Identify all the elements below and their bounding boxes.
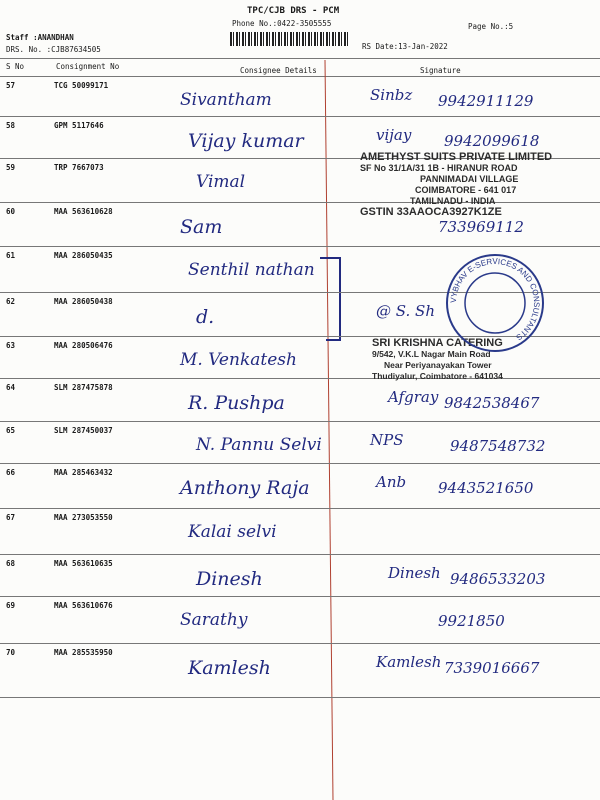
row-divider — [0, 697, 600, 698]
row-sno: 59 — [6, 163, 16, 172]
phone-number: 9842538467 — [444, 394, 540, 412]
phone-number: 9486533203 — [450, 570, 546, 588]
stamp-line: Near Periyanayakan Tower — [384, 360, 492, 370]
round-seal — [440, 248, 550, 358]
row-divider — [0, 508, 600, 509]
row-divider — [0, 246, 600, 247]
drs-date: RS Date:13-Jan-2022 — [362, 42, 448, 51]
seal-text: VYBHAV E-SERVICES AND CONSULTANTS — [448, 256, 542, 342]
row-consignment: GPM 5117646 — [54, 121, 104, 130]
col-consignment-header: Consignment No — [56, 62, 120, 71]
phone-number: Phone No.:0422-3505555 — [232, 19, 332, 28]
stamp-line: TAMILNADU - INDIA — [410, 196, 496, 206]
consignee-name: Kamlesh — [188, 657, 271, 679]
consignee-name: Senthil nathan — [188, 260, 315, 280]
stamp-line: COIMBATORE - 641 017 — [415, 185, 517, 195]
row-sno: 64 — [6, 383, 16, 392]
stamp-line: PANNIMADAI VILLAGE — [420, 174, 519, 184]
consignee-name: R. Pushpa — [188, 392, 285, 414]
row-consignment: MAA 285535950 — [54, 648, 113, 657]
phone-number: 9942099618 — [444, 132, 540, 150]
phone-number: 9487548732 — [450, 437, 546, 455]
stamp-line: SRI KRISHNA CATERING — [372, 337, 503, 349]
signature: Dinesh — [388, 564, 441, 582]
consignee-name: Vijay kumar — [188, 130, 304, 152]
consignee-name: Anthony Raja — [180, 477, 310, 499]
row-sno: 62 — [6, 297, 16, 306]
amethyst-stamp — [360, 152, 552, 218]
row-divider — [0, 463, 600, 464]
consignee-name: d. — [196, 306, 215, 328]
row-sno: 67 — [6, 513, 16, 522]
phone-number: 9942911129 — [438, 92, 534, 110]
stamp-line: SF No 31/1A/31 1B - HIRANUR ROAD — [360, 163, 518, 173]
stamp-line: GSTIN 33AAOCA3927K1ZE — [360, 206, 502, 218]
row-consignment: MAA 563610628 — [54, 207, 113, 216]
row-consignment: SLM 287475878 — [54, 383, 113, 392]
signature: Afgray — [388, 388, 439, 406]
page-number: Page No.:5 — [468, 22, 514, 31]
row-divider — [0, 116, 600, 117]
row-consignment: MAA 563610635 — [54, 559, 113, 568]
row-consignment: MAA 286050438 — [54, 297, 113, 306]
consignee-name: N. Pannu Selvi — [196, 435, 322, 455]
row-consignment: TCG 50099171 — [54, 81, 109, 90]
row-sno: 66 — [6, 468, 16, 477]
row-consignment: MAA 563610676 — [54, 601, 113, 610]
stamp-line: 9/542, V.K.L Nagar Main Road — [372, 349, 491, 359]
row-sno: 69 — [6, 601, 16, 610]
signature: @ S. Sh — [376, 302, 435, 320]
drs-number: DRS. No. :CJB87634505 — [6, 45, 101, 54]
signature: Kamlesh — [376, 653, 442, 671]
consignee-name: Kalai selvi — [188, 522, 277, 542]
row-sno: 63 — [6, 341, 16, 350]
row-consignment: MAA 286050435 — [54, 251, 113, 260]
consignee-name: Sarathy — [180, 610, 248, 630]
consignee-name: Sam — [180, 216, 223, 238]
svg-text:VYBHAV E-SERVICES AND CONSULTA — [449, 257, 541, 342]
row-sno: 60 — [6, 207, 16, 216]
row-consignment: MAA 273053550 — [54, 513, 113, 522]
row-sno: 65 — [6, 426, 16, 435]
stamp-line: Thudiyalur, Coimbatore - 641034 — [372, 371, 503, 381]
row-consignment: MAA 280506476 — [54, 341, 113, 350]
col-signature-header: Signature — [420, 66, 461, 75]
row-divider — [0, 554, 600, 555]
consignee-name: Sivantham — [180, 90, 272, 110]
phone-number: 9443521650 — [438, 479, 534, 497]
signature: NPS — [370, 431, 404, 449]
stamp-line: AMETHYST SUITS PRIVATE LIMITED — [360, 151, 553, 163]
consignee-name: Vimal — [196, 172, 246, 192]
row-divider — [0, 421, 600, 422]
consignee-name: Dinesh — [196, 568, 263, 590]
row-divider — [0, 643, 600, 644]
col-sno-header: S No — [6, 62, 25, 71]
row-sno: 70 — [6, 648, 16, 657]
row-consignment: SLM 287450037 — [54, 426, 113, 435]
col-consignee-header: Consignee Details — [240, 66, 317, 75]
row-divider — [0, 596, 600, 597]
row-sno: 57 — [6, 81, 16, 90]
row-sno: 68 — [6, 559, 16, 568]
signature: Sinbz — [370, 86, 413, 104]
row-sno: 61 — [6, 251, 16, 260]
phone-number: 9921850 — [438, 612, 505, 630]
phone-number: 7339016667 — [444, 659, 540, 677]
row-sno: 58 — [6, 121, 16, 130]
staff-name: Staff :ANANDHAN — [6, 33, 74, 42]
row-consignment: TRP 7667073 — [54, 163, 104, 172]
signature: vijay — [376, 126, 412, 144]
row-divider — [0, 378, 600, 379]
row-consignment: MAA 285463432 — [54, 468, 113, 477]
phone-number: 733969112 — [438, 218, 524, 236]
consignee-name: M. Venkatesh — [180, 350, 297, 370]
signature: Anb — [376, 473, 407, 491]
sheet-title: TPC/CJB DRS - PCM — [247, 6, 340, 16]
